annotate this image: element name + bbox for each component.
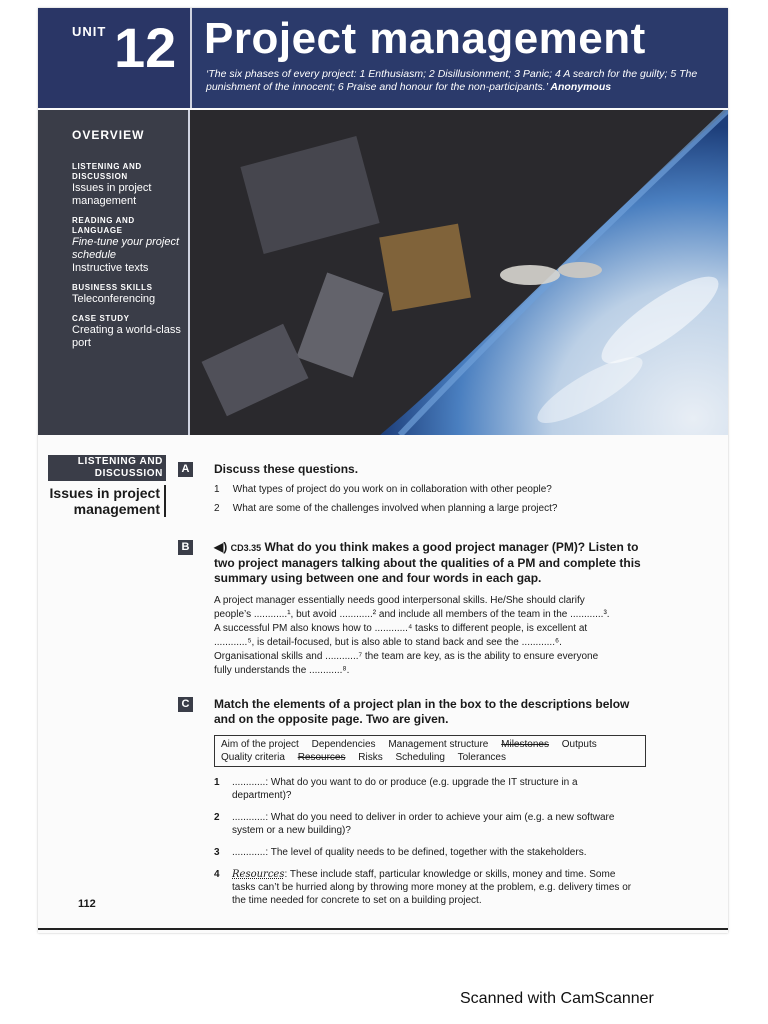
overview-title: OVERVIEW xyxy=(72,128,145,142)
audio-reference: CD3.35 xyxy=(230,543,262,553)
list-item xyxy=(214,776,648,802)
section-heading-title: Issues in project management xyxy=(48,485,166,517)
overview-item: Teleconferencing xyxy=(72,293,156,305)
overview-item: Fine-tune your project schedule xyxy=(72,236,179,261)
word-box-term-struck: Milestones xyxy=(501,739,549,750)
word-box-term: Management structure xyxy=(388,739,489,750)
item-number: 4 xyxy=(214,869,220,880)
overview-item: Creating a world-class port xyxy=(72,324,181,349)
audio-icon: ◀) xyxy=(214,540,228,554)
item-number: 2 xyxy=(214,812,220,823)
item-number: 2 xyxy=(214,503,220,514)
quote-text: ‘The six phases of every project: 1 Enthusiasm; 2 Disillusionment; 3 Panic; 4 A search for the guilty; 5 The punishment of the innocent; 6 Praise and honour for the non-participants.’ xyxy=(206,68,698,93)
section-b-question xyxy=(214,540,648,586)
unit-number: 12 xyxy=(114,16,177,79)
list-item xyxy=(214,811,648,837)
list-item xyxy=(214,483,648,496)
scanner-watermark: Scanned with CamScanner xyxy=(460,990,654,1007)
photo-illustration xyxy=(190,110,728,435)
header-quote xyxy=(206,68,721,94)
list-item xyxy=(214,868,648,907)
page-title: Project management xyxy=(204,14,646,63)
section-a xyxy=(178,462,648,515)
overview-section-heading: CASE STUDY xyxy=(72,314,130,323)
matching-list xyxy=(214,776,648,907)
section-letter-c: C xyxy=(178,697,193,712)
page-number: 112 xyxy=(78,898,96,910)
word-box-term: Dependencies xyxy=(311,739,376,750)
overview-section-heading: READING AND LANGUAGE xyxy=(72,216,135,235)
unit-badge xyxy=(38,8,192,108)
section-letter-b: B xyxy=(178,540,193,555)
overview-section-heading: LISTENING AND DISCUSSION xyxy=(72,162,142,181)
word-box xyxy=(214,735,646,767)
item-text: What types of project do you work on in collaboration with other people? xyxy=(232,484,552,495)
section-band-label: LISTENING AND DISCUSSION xyxy=(48,455,166,481)
section-c-question: Match the elements of a project plan in the box to the descriptions below and on the opposite page. Two are given. xyxy=(214,697,630,726)
item-number: 3 xyxy=(214,847,220,858)
item-text: : These include staff, particular knowledge or skills, money and time. Some tasks can’t be hurried along by throwing more money at the problem, e.g. delivery times or the time needed for concrete to set on a building project. xyxy=(232,869,632,906)
word-box-term: Aim of the project xyxy=(221,739,299,750)
section-c xyxy=(178,697,648,907)
overview-section-heading: BUSINESS SKILLS xyxy=(72,283,153,292)
section-b xyxy=(178,540,648,678)
item-text: : The level of quality needs to be defined, together with the stakeholders. xyxy=(265,847,587,858)
summary-paragraph: A project manager essentially needs good interpersonal skills. He/She should clarify people’s ............¹, but avoid ............² and include all members of the team in the ............³. A successful PM also knows how to ............⁴ tasks to different people, is excellent at ............⁵, is detail-focused, but is also able to stand back and see the ............⁶. Organisational skills and ............⁷ the team are key, as is the ability to ensure everyone fully understands the ............⁸. xyxy=(214,595,610,676)
section-letter-a: A xyxy=(178,462,193,477)
handwritten-answer: Resources xyxy=(232,869,285,880)
question-text: What do you think makes a good project manager (PM)? Listen to two project managers talking about the qualities of a PM and complete this summary using between one and four words in each gap. xyxy=(214,540,641,585)
overview-item: Instructive texts xyxy=(72,262,149,274)
item-text: : What do you want to do or produce (e.g. upgrade the IT structure in a department)? xyxy=(232,777,578,801)
overview-list xyxy=(72,154,184,350)
overview-panel xyxy=(38,110,190,435)
unit-header xyxy=(38,8,728,108)
list-item xyxy=(214,846,648,859)
answer-blank: ............ xyxy=(232,812,266,823)
item-number: 1 xyxy=(214,484,220,495)
word-box-row xyxy=(221,751,639,764)
word-box-term-struck: Resources xyxy=(297,752,346,763)
word-box-term: Risks xyxy=(358,752,383,763)
quote-author: Anonymous xyxy=(550,81,612,93)
page-bottom-rule xyxy=(38,928,728,930)
space-station-photo xyxy=(190,110,728,435)
answer-blank: ............ xyxy=(232,847,266,858)
list-item xyxy=(214,502,648,515)
word-box-term: Quality criteria xyxy=(221,752,285,763)
item-text: : What do you need to deliver in order to achieve your aim (e.g. a new software system or a new building)? xyxy=(232,812,615,836)
word-box-row xyxy=(221,738,639,751)
answer-blank: ............ xyxy=(232,777,266,788)
overview-item: Issues in project management xyxy=(72,182,152,207)
word-box-term: Outputs xyxy=(561,739,597,750)
item-number: 1 xyxy=(214,777,220,788)
word-box-term: Scheduling xyxy=(395,752,445,763)
word-box-term: Tolerances xyxy=(457,752,506,763)
item-text: What are some of the challenges involved when planning a large project? xyxy=(232,503,558,514)
section-a-question: Discuss these questions. xyxy=(214,462,359,476)
section-heading-block xyxy=(48,455,166,517)
unit-label: UNIT xyxy=(72,24,107,39)
